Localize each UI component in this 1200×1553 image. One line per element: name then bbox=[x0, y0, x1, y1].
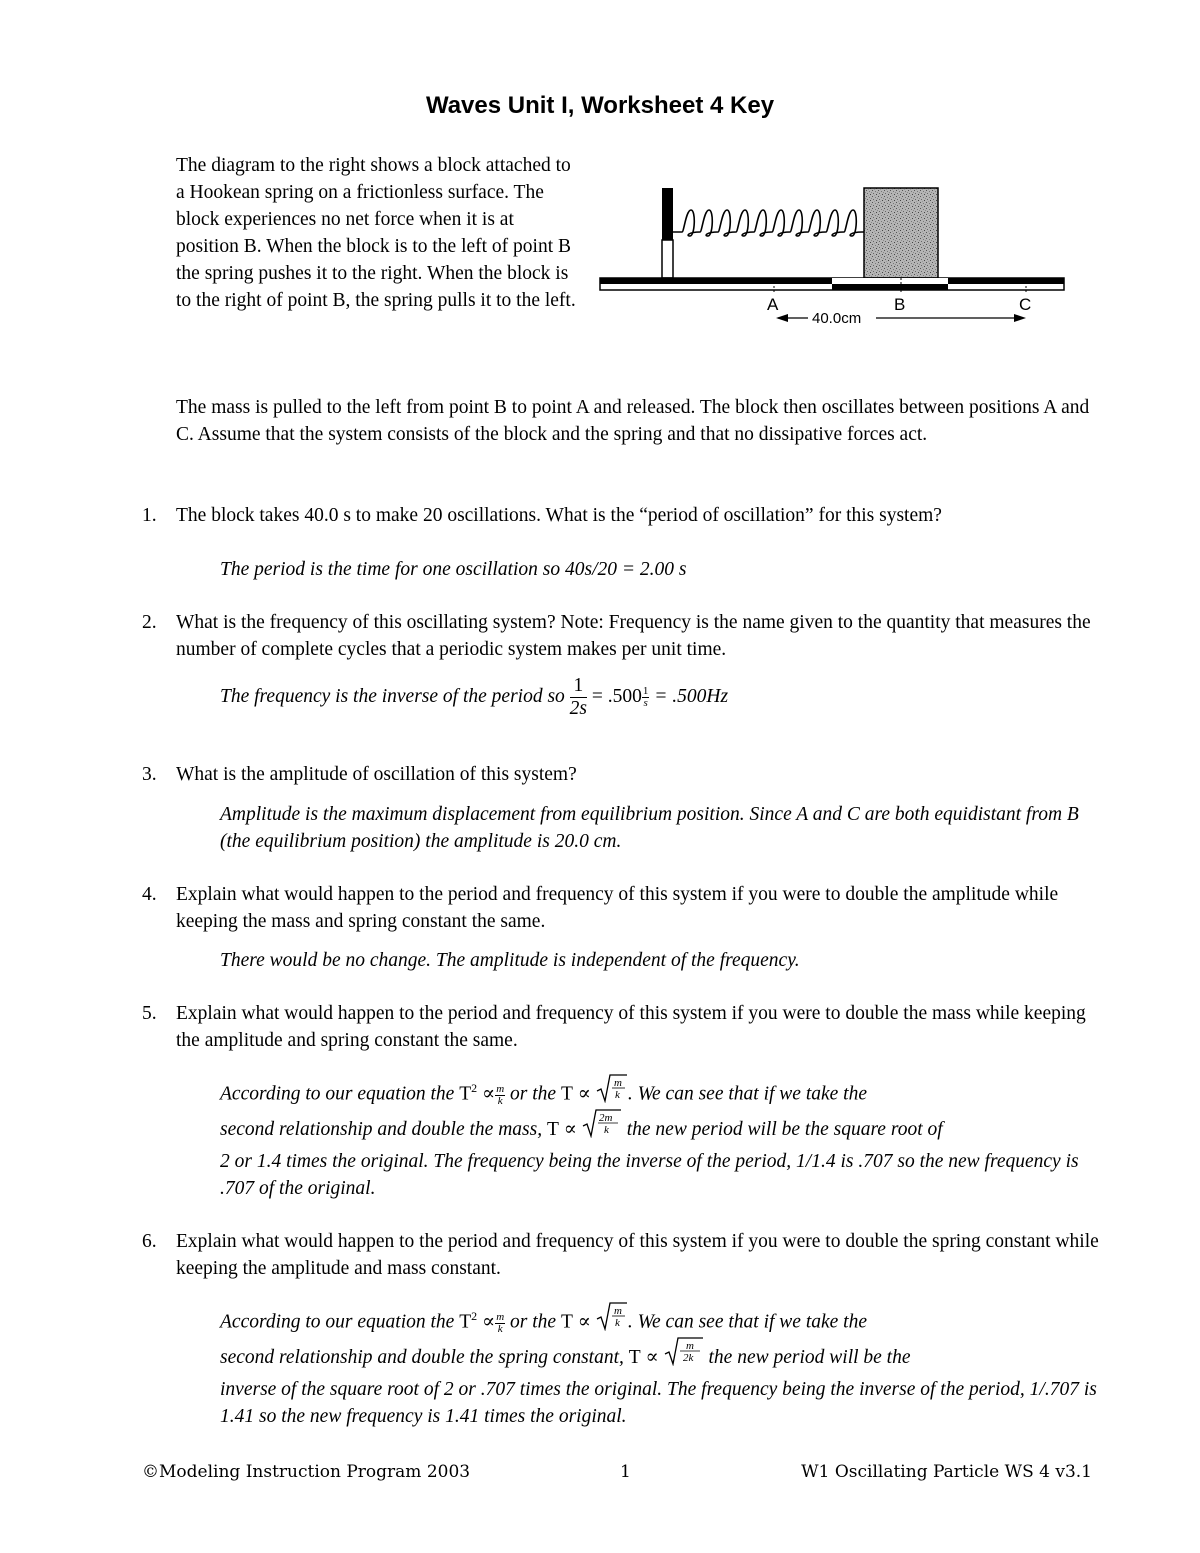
answer-prefix: The frequency is the inverse of the period so bbox=[220, 685, 565, 707]
answer-text: There would be no change. The amplitude is independent of the frequency. bbox=[220, 950, 800, 971]
block bbox=[864, 188, 938, 278]
distance-label: 40.0cm bbox=[812, 310, 862, 327]
label-b: B bbox=[894, 295, 906, 314]
question-text: What is the amplitude of oscillation of this system? bbox=[176, 764, 577, 785]
question-number: 6. bbox=[142, 1231, 157, 1252]
question-number: 2. bbox=[142, 612, 157, 633]
spring-block-diagram bbox=[596, 184, 1070, 330]
label-a: A bbox=[767, 295, 779, 314]
unit-fraction: $\frac{1}{s}$ bbox=[642, 685, 649, 709]
question-text: The block takes 40.0 s to make 20 oscillations. What is the “period of oscillation” for this system? bbox=[176, 505, 942, 526]
answer-line-1: According to our equation the $T^2$ ∝ $\frac{m}{k}$ or the T ∝ m k . We can see that if we take the bbox=[220, 1068, 1110, 1118]
sqrt-icon bbox=[664, 1336, 704, 1381]
equation-result: = .500Hz bbox=[654, 685, 729, 707]
spring-coil bbox=[673, 210, 864, 236]
wall-post bbox=[662, 188, 673, 240]
equation-part: = .500 bbox=[591, 685, 642, 707]
svg-text:m: m bbox=[613, 1076, 622, 1089]
question-number: 4. bbox=[142, 884, 157, 905]
svg-text:k: k bbox=[603, 1124, 609, 1136]
question-text: Explain what would happen to the period and frequency of this system if you were to double the amplitude while keeping the mass and spring constant the same. bbox=[176, 884, 1059, 932]
label-c: C bbox=[1019, 295, 1032, 314]
setup-paragraph: The mass is pulled to the left from point B to point A and released. The block then oscillates between positions A and C. Assume that the system consists of the block and the spring and that no dissipative forces act. bbox=[176, 397, 1090, 445]
footer-copyright: ©Modeling Instruction Program 2003 bbox=[142, 1462, 471, 1482]
question-number: 1. bbox=[142, 505, 157, 526]
answer-line-2: second relationship and double the spring constant, T ∝ m 2k the new period will be the bbox=[220, 1336, 1110, 1381]
question-number: 3. bbox=[142, 764, 157, 785]
svg-text:k: k bbox=[614, 1316, 620, 1329]
answer-text: Amplitude is the maximum displacement from equilibrium position. Since A and C are both equidistant from B (the equilibrium position) the amplitude is 20.0 cm. bbox=[220, 804, 1079, 852]
question-text: What is the frequency of this oscillating system? Note: Frequency is the name given to the quantity that measures the number of complete cycles that a periodic system makes per unit time. bbox=[176, 612, 1091, 660]
answer-text bbox=[220, 675, 1110, 720]
sqrt-icon bbox=[582, 1108, 622, 1153]
page-number: 1 bbox=[620, 1462, 631, 1482]
page-title: Waves Unit I, Worksheet 4 Key bbox=[425, 92, 775, 119]
svg-text:m: m bbox=[613, 1304, 622, 1317]
answer-line-2: second relationship and double the mass, T ∝ 2m k the new period will be the square root of bbox=[220, 1108, 1110, 1153]
answer-line-3: inverse of the square root of 2 or .707 times the original. The frequency being the inverse of the period, 1/.707 is 1.41 so the new frequency is 1.41 times the original. bbox=[220, 1379, 1097, 1427]
question-text: Explain what would happen to the period and frequency of this system if you were to double the spring constant while keeping the amplitude and mass constant. bbox=[176, 1231, 1099, 1279]
svg-text:2m: 2m bbox=[598, 1112, 613, 1124]
question-number: 5. bbox=[142, 1003, 157, 1024]
svg-text:k: k bbox=[614, 1088, 620, 1101]
intro-paragraph: The diagram to the right shows a block attached to a Hookean spring on a frictionless surface. The block experiences no net force when it is at position B. When the block is to the left of point B the spring pushes it to the right. When the block is to the right of point B, the spring pulls it to the left. bbox=[176, 155, 576, 311]
answer-line-1: According to our equation the $T^2$ ∝ $\frac{m}{k}$ or the T ∝ m k . We can see that if we take the bbox=[220, 1296, 1110, 1346]
footer-doc-id: W1 Oscillating Particle WS 4 v3.1 bbox=[801, 1462, 1092, 1482]
wall-support bbox=[662, 240, 673, 278]
fraction: $\frac{1}{2s}$ bbox=[569, 675, 588, 719]
answer-text: The period is the time for one oscillation so 40s/20 = 2.00 s bbox=[220, 559, 687, 580]
answer-line-3: 2 or 1.4 times the original. The frequency being the inverse of the period, 1/1.4 is .707 so the new frequency is .707 of the original. bbox=[220, 1151, 1079, 1199]
svg-text:2k: 2k bbox=[682, 1352, 694, 1364]
question-text: Explain what would happen to the period and frequency of this system if you were to double the mass while keeping the amplitude and spring constant the same. bbox=[176, 1003, 1086, 1051]
svg-text:m: m bbox=[685, 1340, 694, 1352]
